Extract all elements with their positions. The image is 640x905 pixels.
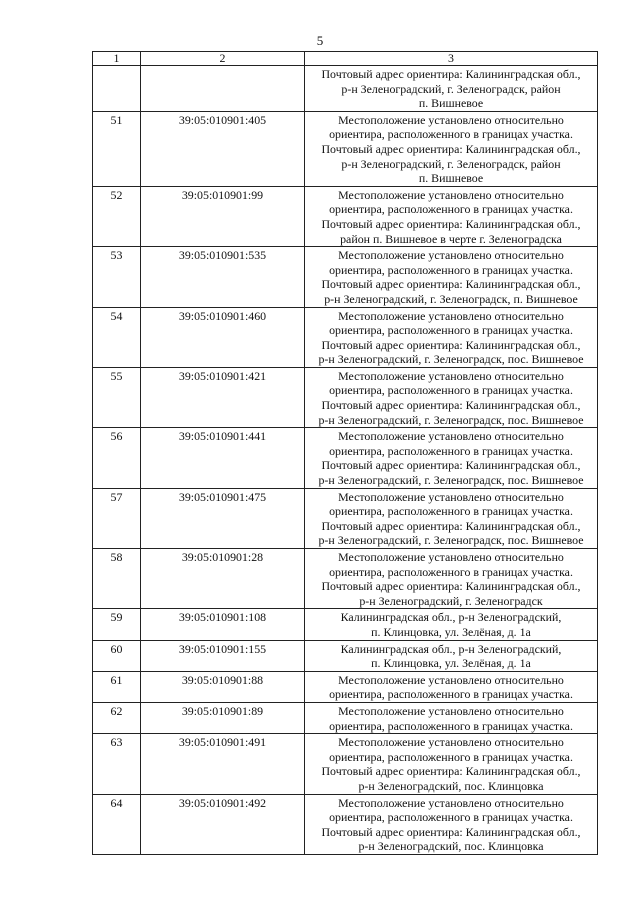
description-line: ориентира, расположенного в границах участка. <box>329 202 573 217</box>
table-row <box>93 367 598 427</box>
description-line: Местоположение установлено относительно <box>338 703 564 718</box>
description-line: р-н Зеленоградский, г. Зеленоградск, пос. Вишневое <box>318 473 584 488</box>
table-row <box>93 640 598 671</box>
location-description <box>305 428 598 488</box>
row-number: 51 <box>93 111 141 186</box>
table-row <box>93 247 598 307</box>
row-number: 53 <box>93 247 141 307</box>
description-line: п. Вишневое <box>418 171 484 186</box>
column-header-location: 3 <box>305 52 598 66</box>
table-row <box>93 307 598 367</box>
description-line: Почтовый адрес ориентира: Калининградская обл., <box>321 579 581 594</box>
description-line: Местоположение установлено относительно <box>338 795 564 810</box>
description-line: р-н Зеленоградский, пос. Клинцовка <box>358 778 544 793</box>
description-line: Местоположение установлено относительно <box>338 735 564 750</box>
location-description <box>305 609 598 640</box>
row-number: 62 <box>93 702 141 733</box>
description-line: р-н Зеленоградский, пос. Клинцовка <box>358 839 544 854</box>
cadastral-number: 39:05:010901:475 <box>141 488 305 548</box>
cadastral-number: 39:05:010901:421 <box>141 367 305 427</box>
description-line: п. Клинцовка, ул. Зелёная, д. 1а <box>371 656 531 671</box>
description-line: р-н Зеленоградский, г. Зеленоградск, пос. Вишневое <box>318 533 584 548</box>
description-line: Почтовый адрес ориентира: Калининградская обл., <box>321 398 581 413</box>
description-line: Почтовый адрес ориентира: Калининградская обл., <box>321 824 581 839</box>
description-line: Калининградская обл., р-н Зеленоградский, <box>340 641 562 656</box>
description-line: ориентира, расположенного в границах участка. <box>329 443 573 458</box>
description-line: Местоположение установлено относительно <box>338 429 564 444</box>
table-row <box>93 428 598 488</box>
row-number: 59 <box>93 609 141 640</box>
cadastral-number: 39:05:010901:492 <box>141 794 305 854</box>
row-number: 54 <box>93 307 141 367</box>
table-row <box>93 186 598 246</box>
description-line: Калининградская обл., р-н Зеленоградский, <box>340 610 562 625</box>
description-line: ориентира, расположенного в границах участка. <box>329 718 573 733</box>
cadastral-number: 39:05:010901:491 <box>141 734 305 794</box>
description-line: Почтовый адрес ориентира: Калининградская обл., <box>321 67 581 81</box>
table-row <box>93 702 598 733</box>
description-line: Местоположение установлено относительно <box>338 308 564 323</box>
row-number <box>93 66 141 112</box>
row-number: 55 <box>93 367 141 427</box>
cadastral-number: 39:05:010901:155 <box>141 640 305 671</box>
description-line: район п. Вишневое в черте г. Зеленоградска <box>340 231 562 246</box>
land-plot-table <box>92 51 598 855</box>
table-row <box>93 66 598 112</box>
row-number: 57 <box>93 488 141 548</box>
table-row <box>93 671 598 702</box>
table-row <box>93 488 598 548</box>
location-description <box>305 734 598 794</box>
cadastral-number: 39:05:010901:88 <box>141 671 305 702</box>
location-description <box>305 640 598 671</box>
table-header-row <box>93 52 598 66</box>
description-line: Местоположение установлено относительно <box>338 368 564 383</box>
cadastral-number <box>141 66 305 112</box>
row-number: 56 <box>93 428 141 488</box>
description-line: р-н Зеленоградский, г. Зеленоградск, пос. Вишневое <box>318 412 584 427</box>
column-header-number: 1 <box>93 52 141 66</box>
description-line: р-н Зеленоградский, г. Зеленоградск, п. Вишневое <box>324 291 578 306</box>
location-description <box>305 247 598 307</box>
table-row <box>93 111 598 186</box>
table-row <box>93 734 598 794</box>
description-line: ориентира, расположенного в границах участка. <box>329 323 573 338</box>
description-line: Почтовый адрес ориентира: Калининградская обл., <box>321 277 581 292</box>
row-number: 61 <box>93 671 141 702</box>
description-line: ориентира, расположенного в границах участка. <box>329 687 573 702</box>
description-line: ориентира, расположенного в границах участка. <box>329 749 573 764</box>
location-description <box>305 111 598 186</box>
table-row <box>93 549 598 609</box>
location-description <box>305 794 598 854</box>
description-line: ориентира, расположенного в границах участка. <box>329 127 573 142</box>
row-number: 52 <box>93 186 141 246</box>
location-description <box>305 671 598 702</box>
description-line: Почтовый адрес ориентира: Калининградская обл., <box>321 764 581 779</box>
description-line: р-н Зеленоградский, г. Зеленоградск, район <box>341 81 561 96</box>
description-line: п. Вишневое <box>418 96 484 111</box>
cadastral-number: 39:05:010901:108 <box>141 609 305 640</box>
description-line: Местоположение установлено относительно <box>338 550 564 564</box>
cadastral-number: 39:05:010901:99 <box>141 186 305 246</box>
cadastral-number: 39:05:010901:441 <box>141 428 305 488</box>
cadastral-number: 39:05:010901:89 <box>141 702 305 733</box>
description-line: ориентира, расположенного в границах участка. <box>329 262 573 277</box>
description-line: Местоположение установлено относительно <box>338 112 564 127</box>
table-body <box>93 66 598 855</box>
cadastral-number: 39:05:010901:460 <box>141 307 305 367</box>
description-line: ориентира, расположенного в границах участка. <box>329 504 573 519</box>
location-description <box>305 307 598 367</box>
table-row <box>93 609 598 640</box>
description-line: Почтовый адрес ориентира: Калининградская обл., <box>321 337 581 352</box>
row-number: 58 <box>93 549 141 609</box>
description-line: Почтовый адрес ориентира: Калининградская обл., <box>321 216 581 231</box>
location-description <box>305 488 598 548</box>
description-line: ориентира, расположенного в границах участка. <box>329 564 573 579</box>
description-line: Почтовый адрес ориентира: Калининградская обл., <box>321 141 581 156</box>
description-line: Местоположение установлено относительно <box>338 489 564 504</box>
column-header-cadastral: 2 <box>141 52 305 66</box>
description-line: р-н Зеленоградский, г. Зеленоградск <box>359 593 543 608</box>
description-line: Местоположение установлено относительно <box>338 187 564 202</box>
location-description <box>305 367 598 427</box>
cadastral-number: 39:05:010901:405 <box>141 111 305 186</box>
location-description <box>305 549 598 609</box>
location-description <box>305 186 598 246</box>
description-line: Местоположение установлено относительно <box>338 672 564 687</box>
description-line: Почтовый адрес ориентира: Калининградская обл., <box>321 458 581 473</box>
description-line: ориентира, расположенного в границах участка. <box>329 810 573 825</box>
description-line: ориентира, расположенного в границах участка. <box>329 383 573 398</box>
location-description <box>305 66 598 112</box>
description-line: Почтовый адрес ориентира: Калининградская обл., <box>321 518 581 533</box>
cadastral-number: 39:05:010901:535 <box>141 247 305 307</box>
description-line: п. Клинцовка, ул. Зелёная, д. 1а <box>371 624 531 639</box>
page-number: 5 <box>316 33 324 48</box>
location-description <box>305 702 598 733</box>
row-number: 60 <box>93 640 141 671</box>
table-row <box>93 794 598 854</box>
row-number: 64 <box>93 794 141 854</box>
description-line: р-н Зеленоградский, г. Зеленоградск, район <box>341 156 561 171</box>
row-number: 63 <box>93 734 141 794</box>
cadastral-number: 39:05:010901:28 <box>141 549 305 609</box>
description-line: р-н Зеленоградский, г. Зеленоградск, пос. Вишневое <box>318 352 584 367</box>
description-line: Местоположение установлено относительно <box>338 248 564 263</box>
